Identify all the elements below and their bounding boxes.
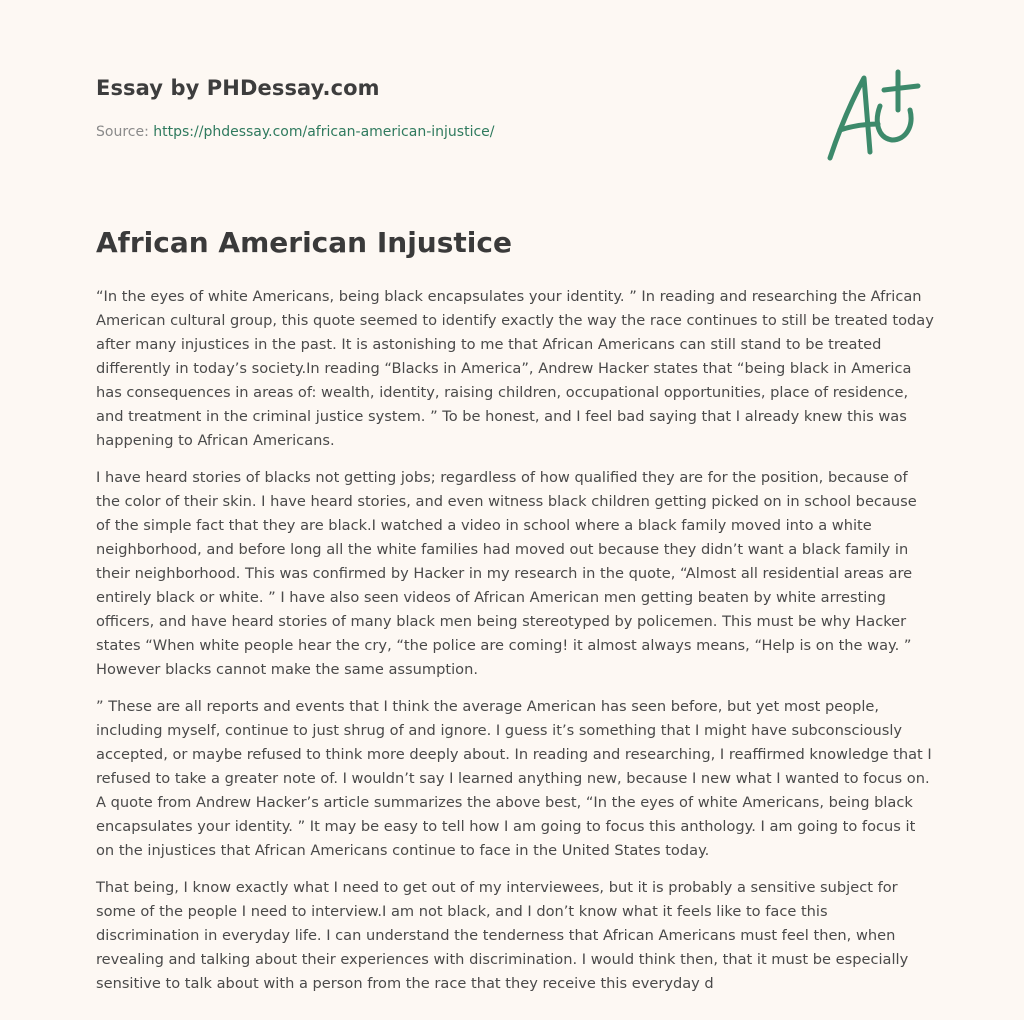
essay-body bbox=[96, 285, 934, 1009]
a-plus-grade-icon bbox=[818, 66, 934, 166]
essay-paragraph: That being, I know exactly what I need to get out of my interviewees, but it is probably a sensitive subject for some of the people I need to interview.I am not black, and I don’t know what it feels like to face this discrimination in everyday life. I can understand the tenderness that African Americans must feel then, when revealing and talking about their experiences with discrimination. I would think then, that it must be especially sensitive to talk about with a person from the race that they receive this everyday d bbox=[96, 879, 909, 992]
essay-title: African American Injustice bbox=[96, 226, 512, 259]
source-link[interactable]: https://phdessay.com/african-american-injustice/ bbox=[153, 124, 495, 140]
essay-paragraph: “In the eyes of white Americans, being black encapsulates your identity. ” In reading and researching the African American cultural group, this quote seemed to identify exactly the way the race continues to still be treated today after many injustices in the past. It is astonishing to me that African Americans can still stand to be treated differently in today’s society.In reading “Blacks in America”, Andrew Hacker states that “being black in America has consequences in areas of: wealth, identity, raising children, occupational opportunities, place of residence, and treatment in the criminal justice system. ” To be honest, and I feel bad saying that I already knew this was happening to African Americans. bbox=[96, 288, 934, 449]
site-title: Essay by PHDessay.com bbox=[96, 76, 380, 100]
essay-paragraph: I have heard stories of blacks not getting jobs; regardless of how qualified they are for the position, because of the color of their skin. I have heard stories, and even witness black children getting picked on in school because of the simple fact that they are black.I watched a video in school where a black family moved into a white neighborhood, and before long all the white families had moved out because they didn’t want a black family in their neighborhood. This was confirmed by Hacker in my research in the quote, “Almost all residential areas are entirely black or white. ” I have also seen videos of African American men getting beaten by white arresting officers, and have heard stories of many black men being stereotyped by policemen. This must be why Hacker states “When white people hear the cry, “the police are coming! it almost always means, “Help is on the way. ” However blacks cannot make the same assumption. bbox=[96, 469, 917, 678]
essay-paragraph: ” These are all reports and events that I think the average American has seen before, but yet most people, including myself, continue to just shrug of and ignore. I guess it’s something that I might have subconsciously accepted, or maybe refused to think more deeply about. In reading and researching, I reaffirmed knowledge that I refused to take a greater note of. I wouldn’t say I learned anything new, because I new what I wanted to focus on. A quote from Andrew Hacker’s article summarizes the above best, “In the eyes of white Americans, being black encapsulates your identity. ” It may be easy to tell how I am going to focus this anthology. I am going to focus it on the injustices that African Americans continue to face in the United States today. bbox=[96, 698, 932, 859]
source-line bbox=[96, 124, 495, 140]
source-label: Source: bbox=[96, 124, 154, 140]
